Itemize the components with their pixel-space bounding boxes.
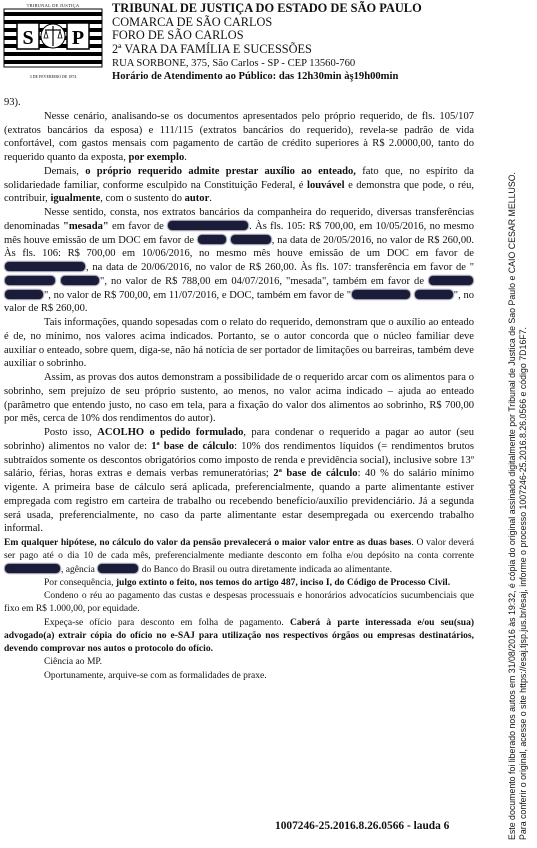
vara-line: 2ª VARA DA FAMÍLIA E SUCESSÕES (112, 42, 312, 57)
digital-signature-stamp (507, 70, 529, 840)
paragraph-2: Demais, o próprio requerido admite prestar auxílio ao enteado, fato que, no espírito da solidariedade familiar, conforme esculpido na Constituição Federal, é louvável e demonstra que pode, o réu, contribuir, igualmente, com o sustento do autor. (4, 165, 475, 205)
paragraph-6: Posto isso, ACOLHO o pedido formulado, para condenar o requerido a pagar ao autor (seu sobrinho) alimentos no valor de: 1ª base de cálculo: 10% dos rendimentos líquidos (= rendimentos brutos subtraídos somente os descontos obrigatórios como imposto de renda e previdência social), inclusive sobre 13º salário, férias, horas extras e demais verbas remuneratórias; 2ª base de cálculo: 40 % do salário mínimo vigente. A primeira base de cálculo será aplicada, preferencialmente, quando a parte alimentante estiver empregada com registro em carteira de trabalho ou recebendo benefício/auxílio previdenciário. Já a segunda será usada, preferencialmente, no caso da parte alimentante estar desempregada ou exercendo trabalho informal. (4, 427, 475, 535)
redaction-mark (98, 564, 138, 573)
address-line: RUA SORBONE, 375, São Carlos - SP - CEP 13560-760 (112, 57, 356, 69)
redaction-mark (61, 276, 99, 285)
paragraph-11: Oportunamente, arquive-se com as formalidades de praxe. (44, 669, 267, 681)
paragraph-6-cont: Em qualquer hipótese, no cálculo do valor da pensão prevalecerá o maior valor entre as duas bases. O valor deverá ser pago até o dia 10 de cada mês, preferencialmente mediante desconto em folha e/ou depósito na conta corrente , agência do Banco do Brasil ou outra diretamente indicada ao alimentante. (4, 537, 474, 575)
redaction-mark (168, 221, 248, 230)
tjsp-crest-icon (3, 8, 103, 68)
court-header (112, 2, 522, 83)
paragraph-1: Nesse cenário, analisando-se os documentos apresentados pelo próprio requerido, de fls. 105/107 (extratos bancários da esposa) e 111/115 (extratos bancários do requerido), revela-se padrão de vida confortável, com gastos mensais com pagamento de cartão de crédito superiores à R$ 2.0000,00, tanto do requerido quanto da exposta, por exemplo. (4, 110, 474, 163)
tjsp-logo (3, 3, 103, 79)
redaction-mark (198, 235, 226, 244)
comarca-line: COMARCA DE SÃO CARLOS (112, 14, 273, 29)
foro-line: FORO DE SÃO CARLOS (112, 28, 244, 43)
redaction-mark (5, 276, 55, 285)
redaction-mark (429, 276, 473, 285)
redaction-mark (415, 290, 453, 299)
paragraph-8: Condeno o réu ao pagamento das custas e despesas processuais e honorários advocatícios sucumbenciais que fixo em R$ 1.000,00, por equidade. (4, 590, 474, 615)
paragraph-10: Ciência ao MP. (44, 656, 103, 668)
logo-letter-p: P (71, 27, 85, 49)
stamp-line-2: Para conferir o original, acesse o site https://esaj.tjsp.jus.br/esaj, informe o processo 1007246-25.2016.8.26.0566 e código 7D16F7. (518, 327, 529, 840)
logo-caption-top: TRIBUNAL DE JUSTIÇA (26, 3, 80, 8)
paragraph-7: Por consequência, julgo extinto o feito, nos temos do artigo 487, inciso I, do Código de Processo Civil. (44, 576, 451, 588)
stamp-line-1: Este documento foi liberado nos autos em 31/08/2016 às 19:32, é cópia do original assinado digitalmente por Tribunal de Justica de Sao Paulo e CAIO CESAR MELLUSO. (507, 172, 517, 840)
redaction-mark (5, 564, 60, 573)
paragraph-3: Nesse sentido, consta, nos extratos bancários da companheira do requerido, diversas transferências denominadas "mesada" em favor de . Às fls. 105: R$ 700,00, em 10/05/2016, no mesmo mês houve emissão de um DOC em favor de , na data de 20/05/2016, no valor de R$ 260,00. Às fls. 106: R$ 700,00 em 10/06/2016, no mesmo mês houve emissão de um DOC em favor de , na data de 20/06/2016, no valor de R$ 260,00. Às fls. 107: transferência em favor de " ", no valor de R$ 788,00 em 04/07/2016, "mesada", também em favor de ", no valor de R$ 700,00, em 11/07/2016, e DOC, também em favor de " ", no valor de R$ 260,00. (4, 207, 475, 315)
logo-caption-bottom: 3 DE FEVEREIRO DE 1874 (29, 74, 77, 79)
redaction-mark (352, 290, 410, 299)
paragraph-0: 93). (4, 97, 21, 108)
paragraph-5: Assim, as provas dos autos demonstram a possibilidade de o requerido arcar com os alimentos para o sobrinho, sem prejuízo de seu próprio sustento, ao menos, no valor acima indicado – ajuda ao enteado (parâmetro que entendo justo, no caso em tela, para a fixação do valor dos alimentos ao sobrinho, R$ 700,00 por mês, cerca de 10% dos rendimentos do autor). (4, 372, 474, 425)
paragraph-9: Expeça-se ofício para desconto em folha de pagamento. Caberá à parte interessada e/ou seu(sua) advogado(a) extrair cópia do ofício no e-SAJ para utilização nos respectivos órgãos ou empresas destinatários, devendo comprovar nos autos o protocolo do ofício. (4, 616, 475, 654)
document-body (4, 96, 474, 682)
page-reference: 1007246-25.2016.8.26.0566 - lauda 6 (275, 820, 450, 832)
redaction-mark (5, 262, 85, 271)
redaction-mark (231, 235, 271, 244)
hours-line: Horário de Atendimento ao Público: das 12h30min àş19h00min (112, 70, 399, 82)
paragraph-4: Tais informações, quando sopesadas com o relato do requerido, demonstram que o auxílio ao enteado é de, no mínimo, nos valores acima indicados. Portanto, se o autor concorda que o núcleo familiar deve auxiliar o enteado, sobre quem, diga-se, não há notícia de ser portador de limitações ou barreiras, também deve auxiliar o sobrinho. (4, 317, 474, 370)
court-title: TRIBUNAL DE JUSTIÇA DO ESTADO DE SÃO PAULO (112, 1, 422, 15)
logo-letter-s: S (22, 27, 34, 49)
redaction-mark (5, 290, 43, 299)
